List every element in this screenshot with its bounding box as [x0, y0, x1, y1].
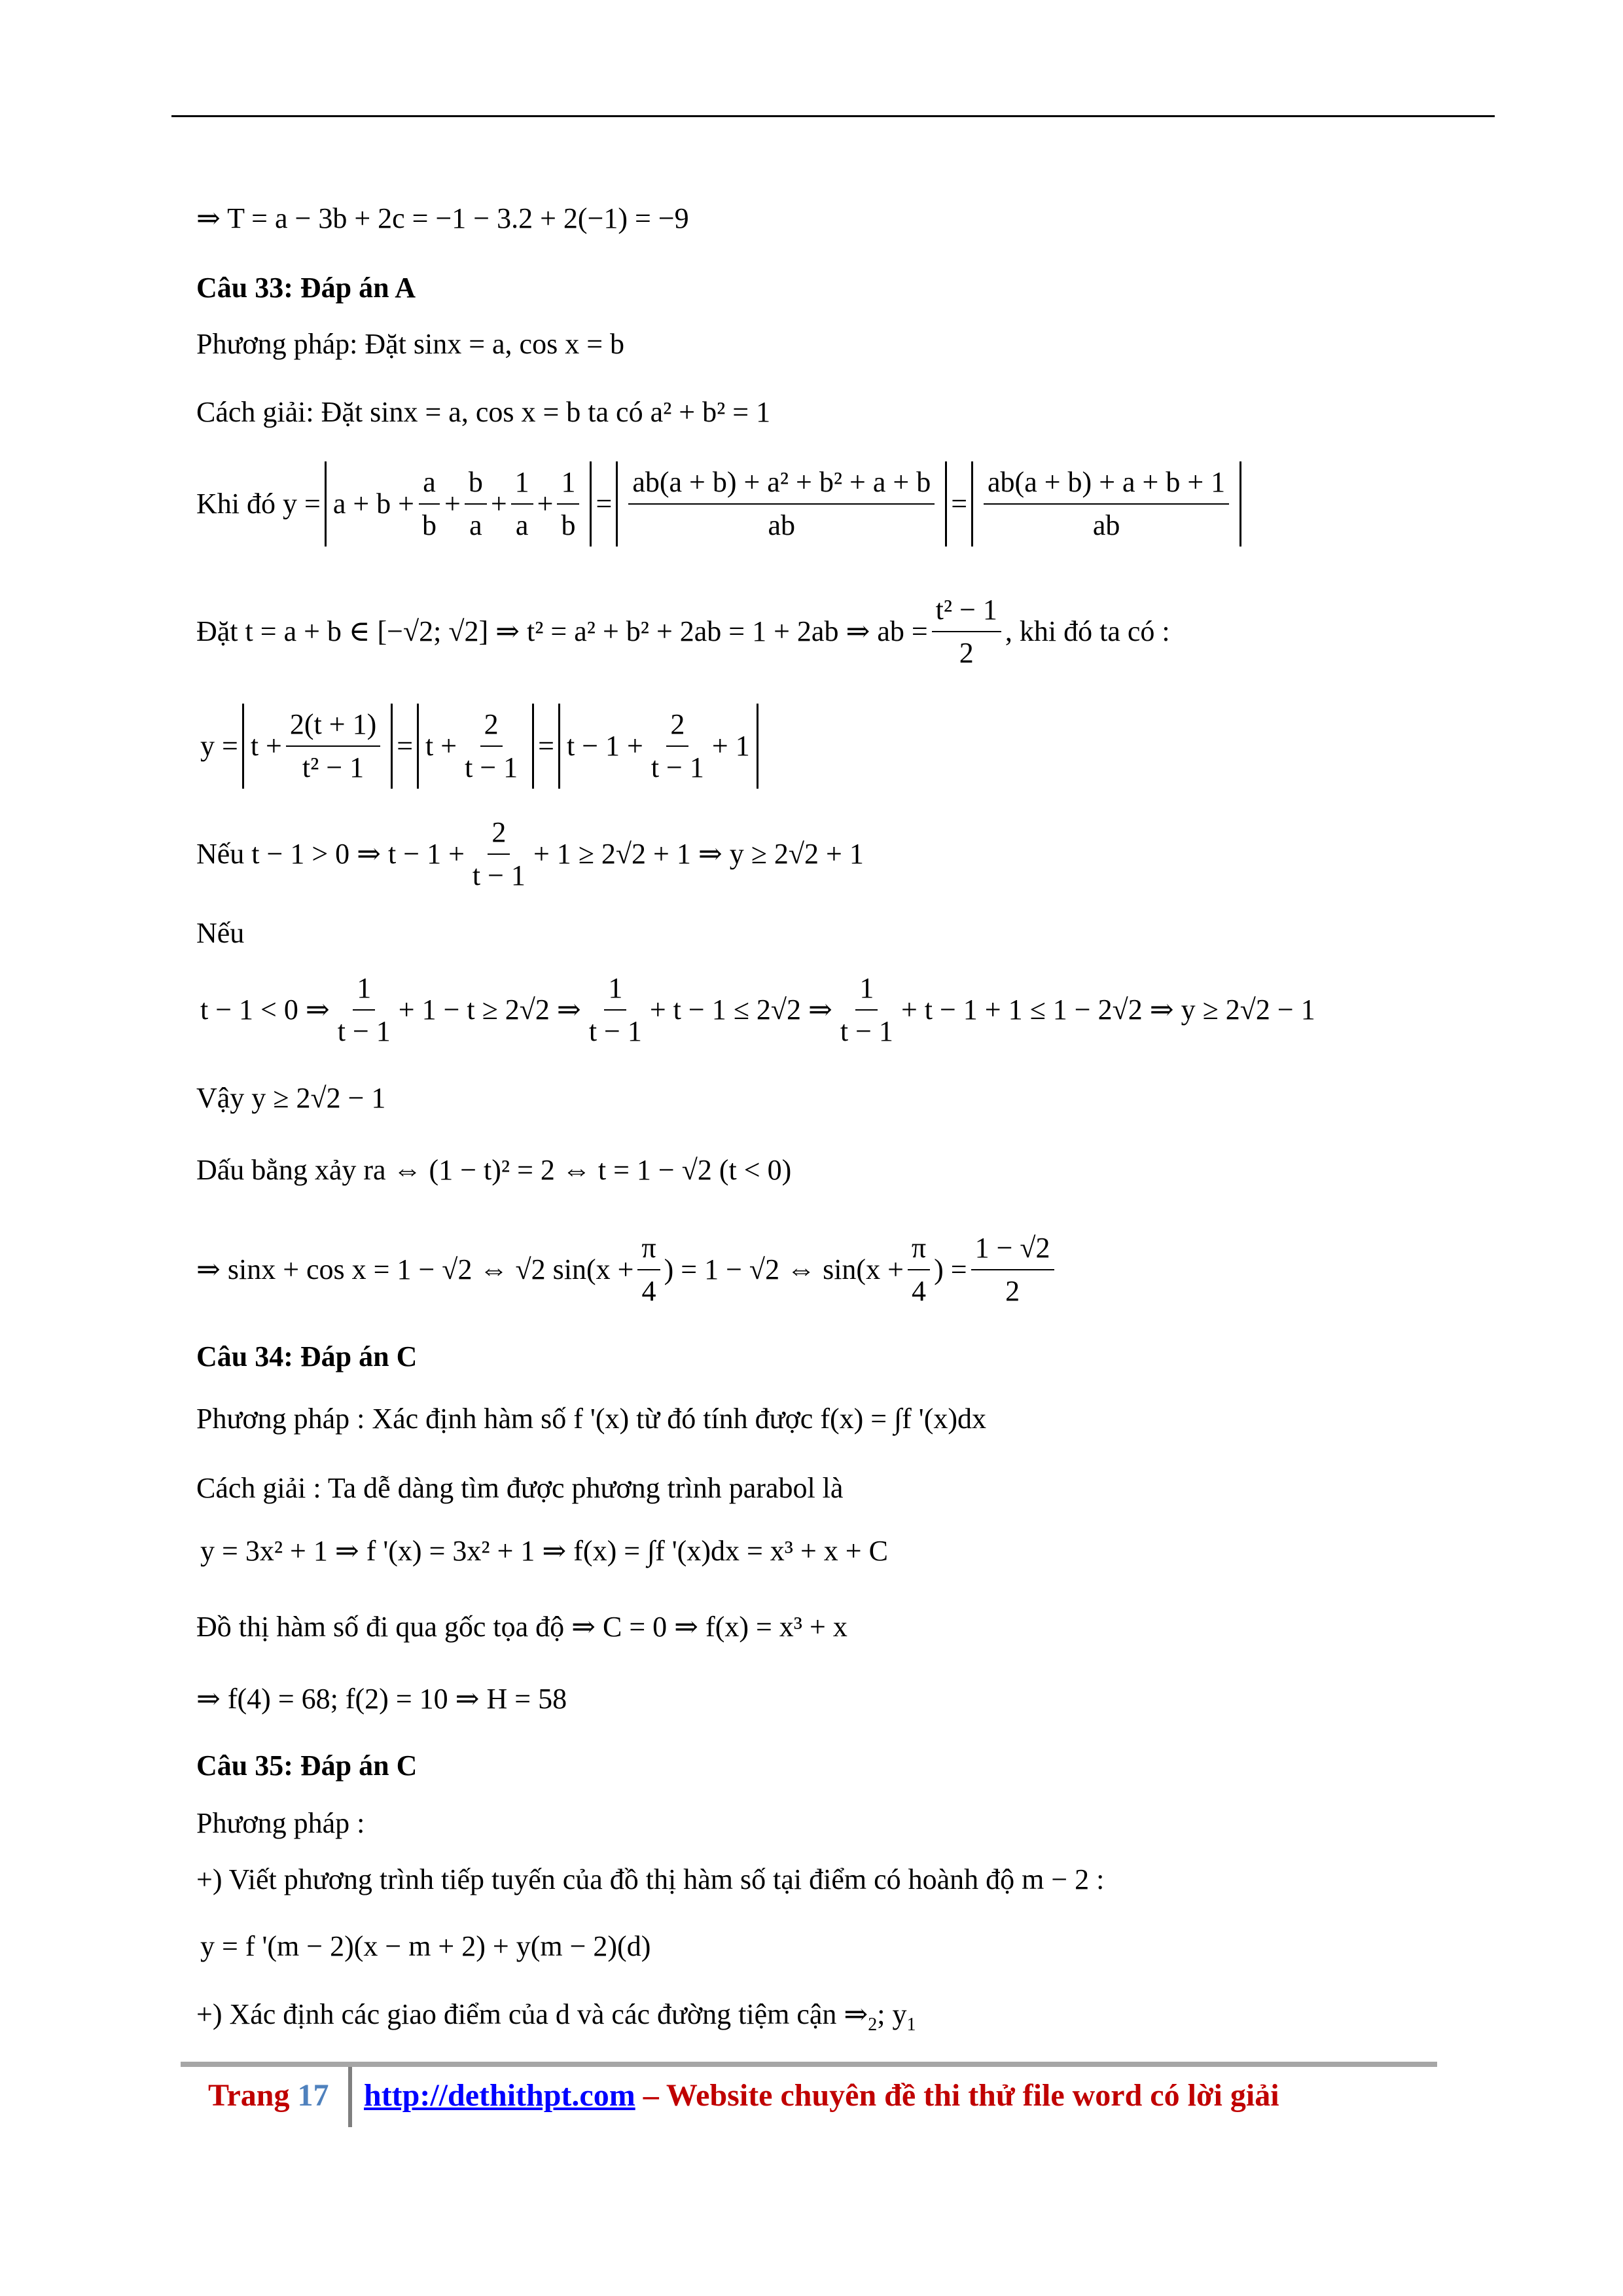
case-negative-label: Nếu — [196, 917, 245, 949]
eq-34b: Đồ thị hàm số đi qua gốc tọa độ ⇒ C = 0 ⇒ f(x) = x³ + x — [196, 1611, 847, 1643]
solution-33: Cách giải: Đặt sinx = a, cos x = b ta có a² + b² = 1 — [196, 396, 771, 428]
method-35: Phương pháp : — [196, 1807, 365, 1839]
footer-site — [364, 2070, 1279, 2122]
question-33-heading: Câu 33: Đáp án A — [196, 272, 416, 304]
y-transform-line: y = t + $\frac{2(t + 1)}{\text{t² − 1}}$ = t + $\frac{2}{t - 1}$ = t − 1 + $\frac{2}{t - 1}$ + 1 — [200, 700, 762, 792]
result-line: ⇒ T = a − 3b + 2c = −1 − 3.2 + 2(−1) = −9 — [196, 202, 689, 234]
conclusion: Vậy y ≥ 2√2 − 1 — [196, 1082, 386, 1114]
footer-divider — [348, 2067, 352, 2127]
case-positive: Nếu t − 1 > 0 ⇒ t − 1 + $\frac{2}{t - 1}$ + 1 ≥ 2√2 + 1 ⇒ y ≥ 2√2 + 1 — [196, 812, 864, 897]
method-33: Phương pháp: Đặt sinx = a, cos x = b — [196, 328, 625, 360]
sin-equation: ⇒ sinx + cos x = 1 − √2 ⇔ √2 sin(x + $\frac{\pi}{4}$ ) = 1 − √2 ⇔ sin(x + $\frac{\pi}{4}$ ) = $\frac{1 - √2}{2}$ — [196, 1224, 1058, 1316]
case-negative: t − 1 < 0 ⇒ $\frac{1}{t - 1}$ + 1 − t ≥ 2√2 ⇒ $\frac{1}{t - 1}$ + t − 1 ≤ 2√2 ⇒ $\frac{1}{t - 1}$ + t − 1 + 1 ≤ 1 − 2√2 ⇒ y ≥ 2√2 − 1 — [200, 967, 1315, 1052]
step-1: +) Viết phương trình tiếp tuyến của đồ thị hàm số tại điểm có hoành độ m − 2 : — [196, 1863, 1105, 1895]
question-34-heading: Câu 34: Đáp án C — [196, 1340, 418, 1372]
substitution-line: Đặt t = a + b ∈ [−√2; √2] ⇒ t² = a² + b² + 2ab = 1 + 2ab ⇒ ab = $\frac{\text{t² − 1}}{2}$ , khi đó ta có : — [196, 586, 1170, 677]
abs-expr-3: $\frac{ab(a + b) + a + b + 1}{ab}$ — [971, 461, 1241, 547]
question-35-heading: Câu 35: Đáp án C — [196, 1749, 418, 1782]
site-tagline: – Website chuyên đề thi thử file word có lời giải — [635, 2078, 1279, 2113]
eq-35: y = f '(m − 2)(x − m + 2) + y(m − 2)(d) — [200, 1930, 651, 1962]
site-link[interactable]: http://dethithpt.com — [364, 2078, 635, 2113]
solution-34: Cách giải : Ta dễ dàng tìm được phương trình parabol là — [196, 1472, 844, 1504]
eq-34c: ⇒ f(4) = 68; f(2) = 10 ⇒ H = 58 — [196, 1683, 567, 1715]
header-rule — [171, 115, 1495, 117]
step-2: +) Xác định các giao điểm của d và các đường tiệm cận $\Rightarrow_2$; $y_1$ — [196, 1998, 916, 2035]
abs-expr-2: $\frac{\text{ab(a + b) + a² + b² + a + b}}{ab}$ — [616, 461, 947, 547]
footer-rule — [181, 2062, 1437, 2067]
equality-condition: Dấu bằng xảy ra ⇔ (1 − t)² = 2 ⇔ t = 1 − √2 (t < 0) — [196, 1154, 792, 1186]
method-34: Phương pháp : Xác định hàm số f '(x) từ đó tính được f(x) = ∫f '(x)dx — [196, 1403, 987, 1435]
eq-34a: y = 3x² + 1 ⇒ f '(x) = 3x² + 1 ⇒ f(x) = ∫f '(x)dx = x³ + x + C — [200, 1535, 888, 1567]
abs-expr-1: a + b + $\frac{a}{b}$ + $\frac{b}{a}$ + $\frac{1}{a}$ + $\frac{1}{b}$ — [325, 461, 592, 547]
khido-equation: Khi đó y = a + b + $\frac{a}{b}$ + $\frac{b}{a}$ + $\frac{1}{a}$ + $\frac{1}{b}$ = $\frac{\text{ab(a + b) + a² + b² + a + b}}{ab}$ = $\frac{ab(a + b) + a + b + 1}{ab}$ — [196, 458, 1245, 550]
page-number: Trang 17 — [208, 2078, 329, 2113]
